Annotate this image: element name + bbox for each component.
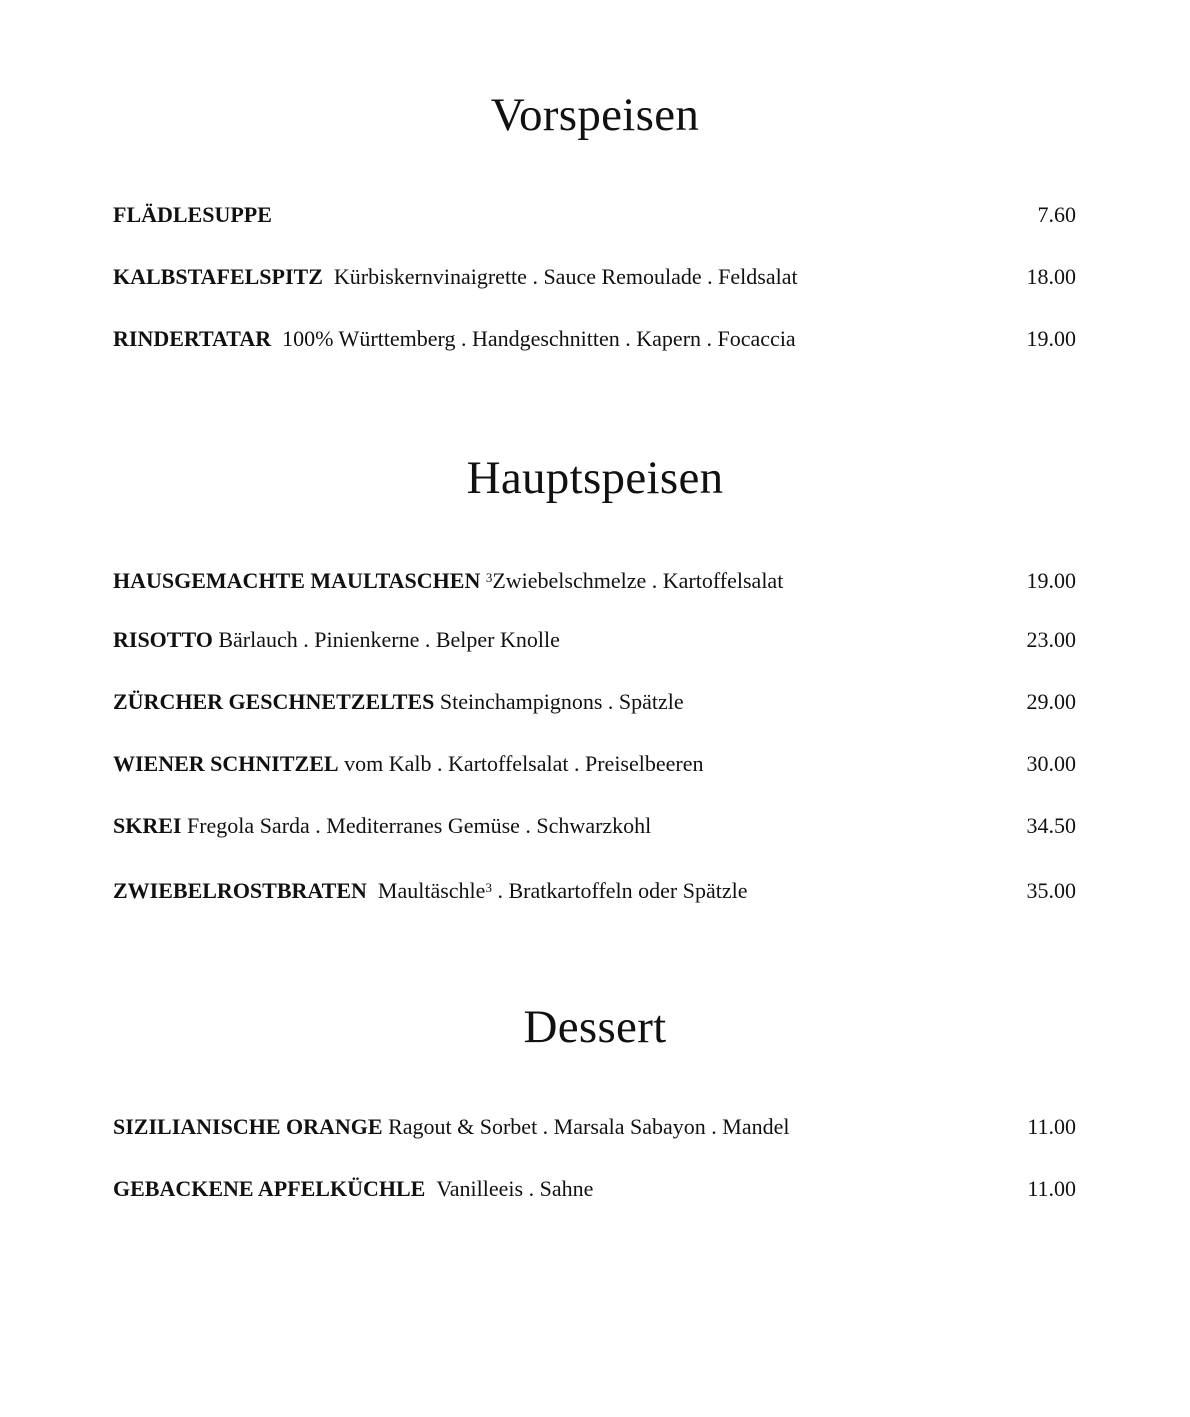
menu-item xyxy=(113,1158,1076,1220)
item-name: SIZILIANISCHE ORANGE xyxy=(113,1114,383,1139)
menu-item xyxy=(113,246,1076,308)
section-heading: Dessert xyxy=(523,1001,667,1053)
item-name: FLÄDLESUPPE xyxy=(113,202,272,227)
item-price: 34.50 xyxy=(1026,813,1076,838)
item-price: 7.60 xyxy=(1037,202,1076,227)
item-price: 11.00 xyxy=(1027,1176,1076,1201)
menu-item xyxy=(113,184,1076,246)
menu-item xyxy=(113,547,1076,609)
section-hauptspeisen xyxy=(0,448,1190,903)
section-dessert xyxy=(0,997,1190,1201)
menu-item xyxy=(113,1096,1076,1158)
item-price: 23.00 xyxy=(1026,627,1076,652)
menu-item xyxy=(113,857,1076,919)
item-name: ZÜRCHER GESCHNETZELTES xyxy=(113,689,435,714)
item-name: KALBSTAFELSPITZ xyxy=(113,264,323,289)
section-heading: Hauptspeisen xyxy=(466,452,724,504)
menu-item xyxy=(113,733,1076,795)
item-name: SKREI xyxy=(113,813,182,838)
item-description: Ragout & Sorbet . Marsala Sabayon . Mandel xyxy=(388,1114,790,1139)
item-description: Fregola Sarda . Mediterranes Gemüse . Schwarzkohl xyxy=(186,813,652,838)
item-description: Vanilleeis . Sahne xyxy=(436,1176,594,1201)
item-name: ZWIEBELROSTBRATEN xyxy=(113,878,367,903)
allergen-superscript: 3 xyxy=(485,570,493,585)
section-vorspeisen xyxy=(0,85,1190,351)
item-price: 30.00 xyxy=(1026,751,1076,776)
menu-list xyxy=(113,1096,1076,1220)
item-description: Bärlauch . Pinienkerne . Belper Knolle xyxy=(218,627,560,652)
item-price: 18.00 xyxy=(1026,264,1076,289)
item-name: WIENER SCHNITZEL xyxy=(113,751,339,776)
menu-item xyxy=(113,671,1076,733)
item-price: 19.00 xyxy=(1026,326,1076,351)
item-description: Zwiebelschmelze . Kartoffelsalat xyxy=(492,568,784,593)
item-name: HAUSGEMACHTE MAULTASCHEN xyxy=(113,568,481,593)
section-heading: Vorspeisen xyxy=(490,89,700,141)
item-price: 11.00 xyxy=(1027,1114,1076,1139)
item-description: Maultäschle xyxy=(377,878,486,903)
menu-item xyxy=(113,795,1076,857)
item-description: 100% Württemberg . Handgeschnitten . Kapern . Focaccia xyxy=(282,326,796,351)
item-description: Kürbiskernvinaigrette . Sauce Remoulade . Feldsalat xyxy=(333,264,798,289)
item-name: RISOTTO xyxy=(113,627,213,652)
item-description: Steinchampignons . Spätzle xyxy=(439,689,684,714)
item-description-rest: . Bratkartoffeln oder Spätzle xyxy=(491,878,748,903)
allergen-superscript: 3 xyxy=(485,880,492,895)
menu-list xyxy=(113,184,1076,370)
item-price: 35.00 xyxy=(1026,878,1076,903)
menu-item xyxy=(113,609,1076,671)
menu-list xyxy=(113,547,1076,919)
item-name: GEBACKENE APFELKÜCHLE xyxy=(113,1176,426,1201)
item-price: 19.00 xyxy=(1026,568,1076,593)
item-description: vom Kalb . Kartoffelsalat . Preiselbeeren xyxy=(344,751,704,776)
item-name: RINDERTATAR xyxy=(113,326,272,351)
item-price: 29.00 xyxy=(1026,689,1076,714)
menu-item xyxy=(113,308,1076,370)
